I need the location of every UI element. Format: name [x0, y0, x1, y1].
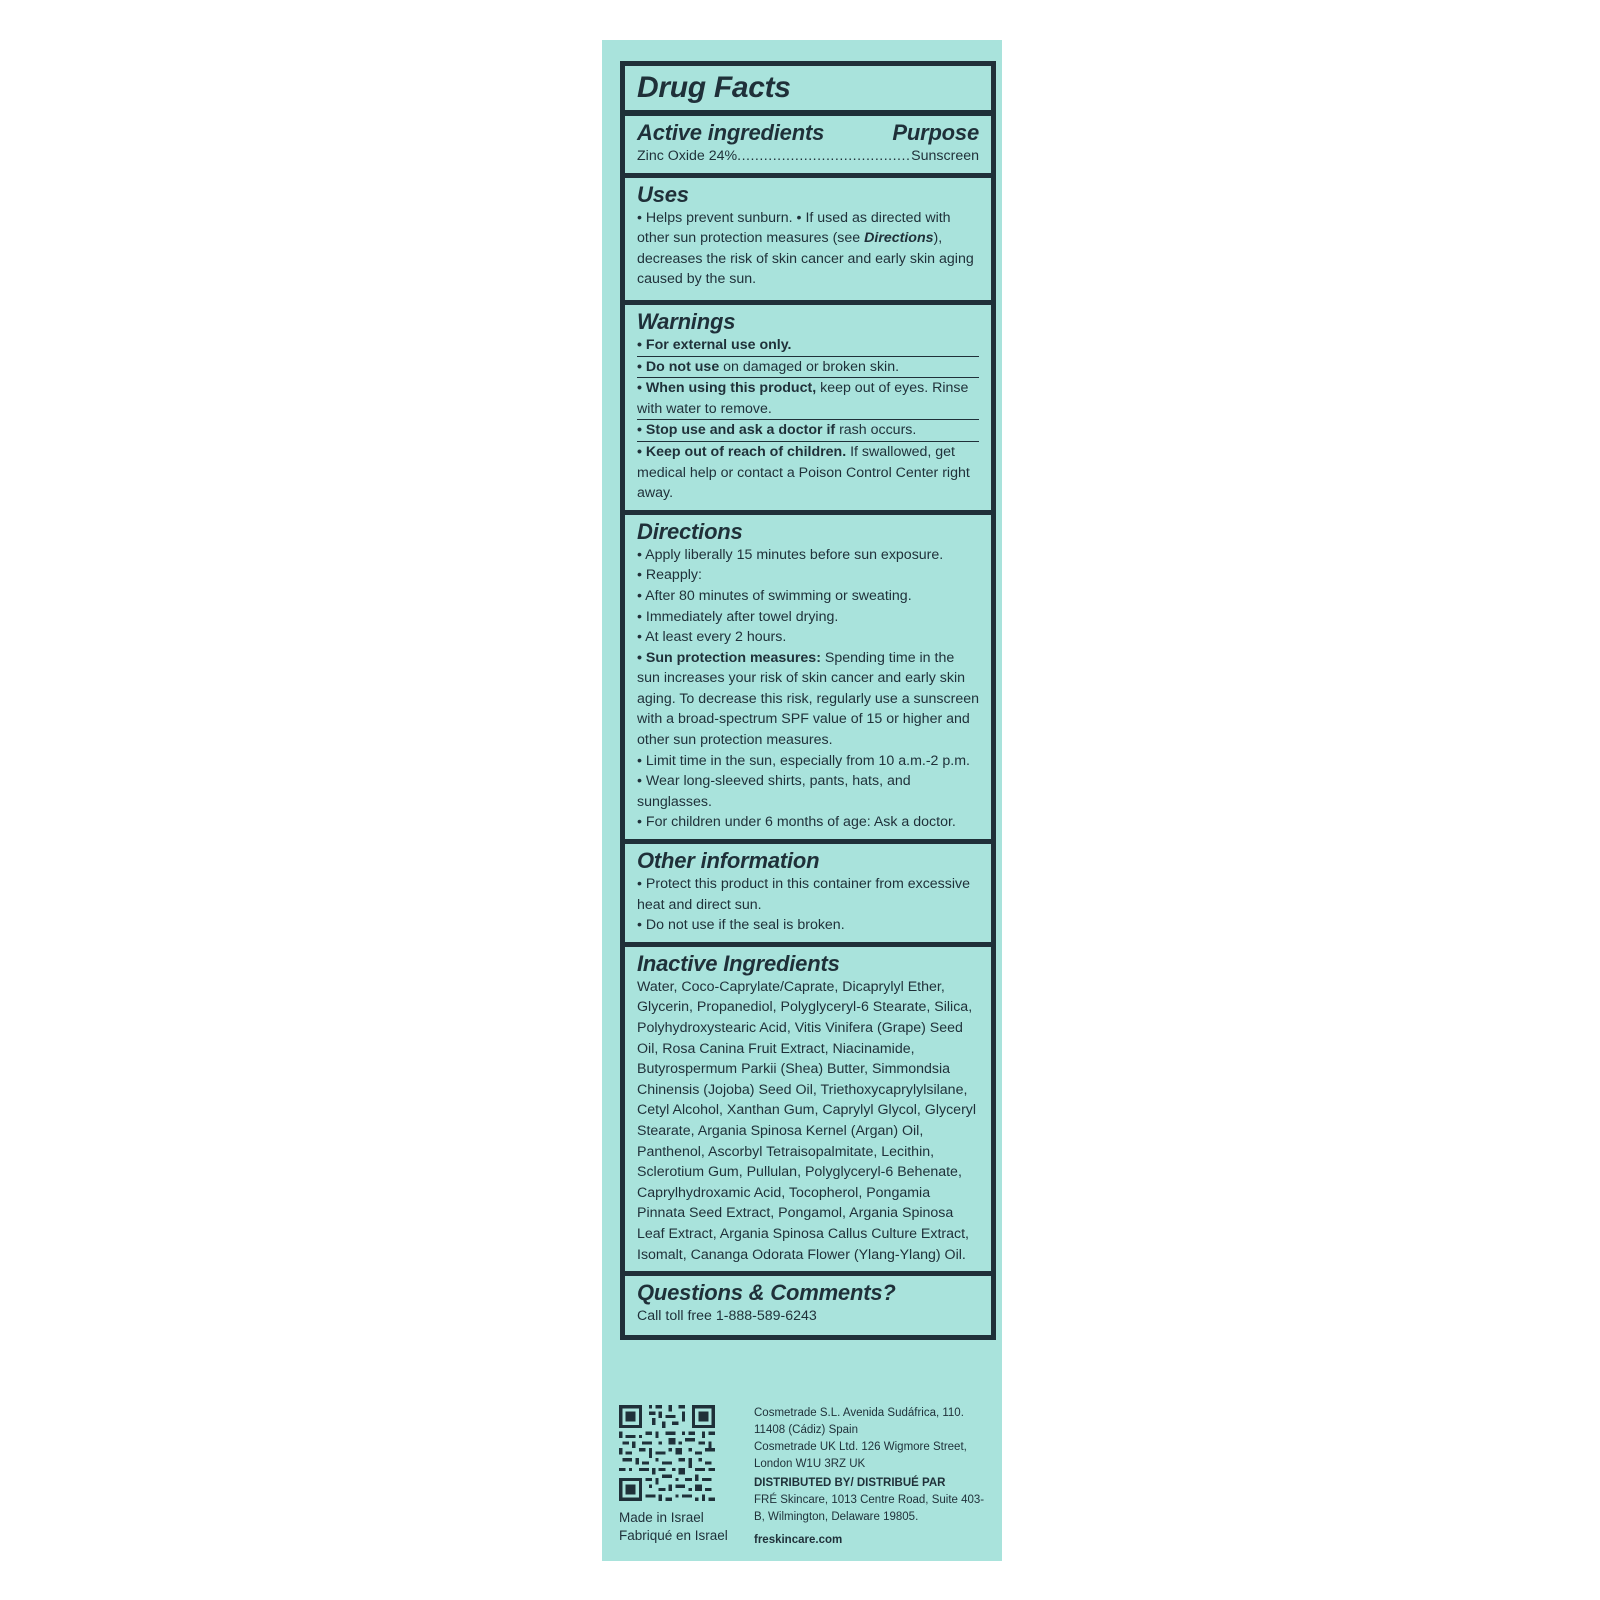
uses-text-a: • Helps prevent sunburn. • If used as directed with other sun protection measures (see [637, 209, 951, 247]
questions-phone: Call toll free 1-888-589-6243 [637, 1308, 817, 1325]
uses-text-c: ), decreases the risk of skin cancer and early skin aging caused by the sun. [637, 230, 974, 288]
warning-text: rash occurs. [835, 422, 917, 439]
questions-heading: Questions & Comments? [637, 1280, 896, 1306]
address-uk: Cosmetrade UK Ltd. 126 Wigmore Street, London W1U 3RZ UK [754, 1441, 967, 1470]
purpose-heading: Purpose [892, 120, 979, 145]
made-in-english: Made in Israel [619, 1510, 704, 1525]
address-block [754, 1405, 994, 1549]
active-ingredient-name: Zinc Oxide 24% [637, 148, 738, 164]
direction-item: • Immediately after towel drying. [637, 608, 839, 625]
direction-item [637, 648, 979, 751]
warning-item [637, 335, 979, 357]
warning-when-using: • When using this product, [637, 380, 817, 397]
website: freskincare.com [754, 1534, 843, 1546]
active-ingredient-purpose: Sunscreen [911, 148, 979, 164]
warning-children: • Keep out of reach of children. [637, 443, 847, 460]
drug-facts-title-section [625, 66, 991, 110]
uses-section [625, 178, 991, 300]
uses-directions-ref: Directions [864, 230, 934, 247]
active-ingredients-heading: Active ingredients [637, 120, 825, 145]
package-footer [619, 1405, 990, 1550]
active-ingredient-row [637, 146, 979, 167]
package-panel [602, 40, 1002, 1561]
direction-item: • After 80 minutes of swimming or sweating. [637, 587, 912, 604]
made-in [619, 1509, 728, 1545]
other-information-heading: Other information [637, 848, 820, 874]
warning-item [637, 442, 979, 504]
warning-stop-use: • Stop use and ask a doctor if [637, 422, 836, 439]
qr-code-icon [619, 1405, 715, 1501]
made-in-french: Fabriqué en Israel [619, 1528, 728, 1543]
other-information-section [625, 844, 991, 942]
address-spain: Cosmetrade S.L. Avenida Sudáfrica, 110. 11408 (Cádiz) Spain [754, 1407, 964, 1436]
distributed-by-label: DISTRIBUTED BY/ DISTRIBUÉ PAR [754, 1477, 946, 1489]
direction-item: • For children under 6 months of age: Ask a doctor. [637, 814, 956, 831]
other-item: • Do not use if the seal is broken. [637, 917, 845, 934]
warning-item [637, 378, 979, 420]
direction-item: • At least every 2 hours. [637, 629, 787, 646]
directions-section [625, 515, 991, 839]
distributor-address: FRÉ Skincare, 1013 Centre Road, Suite 403-B, Wilmington, Delaware 19805. [754, 1494, 985, 1523]
other-item: • Protect this product in this container from excessive heat and direct sun. [637, 876, 970, 913]
warning-external: • For external use only. [637, 336, 792, 353]
uses-heading: Uses [637, 181, 689, 207]
dot-leader [737, 146, 911, 167]
drug-facts-box [620, 61, 996, 1340]
active-ingredients-section [625, 116, 991, 173]
inactive-ingredients-section [625, 947, 991, 1271]
directions-heading: Directions [637, 518, 743, 544]
warning-text: If swallowed, get medical help or contact a Poison Control Center right away. [637, 443, 970, 502]
sun-protection-label: • Sun protection measures: [637, 649, 821, 666]
direction-item: • Limit time in the sun, especially from 10 a.m.-2 p.m. [637, 752, 970, 769]
inactive-ingredients-text: Water, Coco-Caprylate/Caprate, Dicaprylyl Ether, Glycerin, Propanediol, Polyglyceryl-6 Stearate, Silica, Polyhydroxystearic Acid, Vitis Vinifera (Grape) Seed Oil, Rosa Canina Fruit Extract, Niacinamide, Butyrospermum Parkii (Shea) Butter, Simmondsia Chinensis (Jojoba) Seed Oil, Triethoxycaprylylsilane, Cetyl Alcohol, Xanthan Gum, Caprylyl Glycol, Glyceryl Stearate, Argania Spinosa Kernel (Argan) Oil, Panthenol, Ascorbyl Tetraisopalmitate, Lecithin, Sclerotium Gum, Pullulan, Polyglyceryl-6 Behenate, Caprylhydroxamic Acid, Tocopherol, Pongamia Pinnata Seed Extract, Pongamol, Argania Spinosa Leaf Extract, Argania Spinosa Callus Culture Extract, Isomalt, Cananga Odorata Flower (Ylang-Ylang) Oil. [637, 978, 977, 1263]
direction-item: • Apply liberally 15 minutes before sun exposure. [637, 546, 944, 563]
warning-do-not-use: • Do not use [637, 358, 720, 375]
sun-protection-text: Spending time in the sun increases your risk of skin cancer and early skin aging. To decrease this risk, regularly use a sunscreen with a broad-spectrum SPF value of 15 or higher and other sun protection measures. [637, 649, 979, 749]
drug-facts-title: Drug Facts [637, 71, 791, 104]
warnings-section [625, 305, 991, 510]
warnings-heading: Warnings [637, 308, 736, 334]
inactive-ingredients-heading: Inactive Ingredients [637, 950, 840, 976]
direction-item: • Wear long-sleeved shirts, pants, hats, and sunglasses. [637, 773, 911, 810]
warning-text: keep out of eyes. Rinse with water to remove. [637, 380, 969, 417]
direction-item: • Reapply: [637, 567, 702, 584]
warning-text: on damaged or broken skin. [719, 358, 900, 375]
uses-text [637, 208, 979, 290]
warning-item [637, 420, 979, 442]
warning-item [637, 357, 979, 379]
questions-section [625, 1276, 991, 1335]
